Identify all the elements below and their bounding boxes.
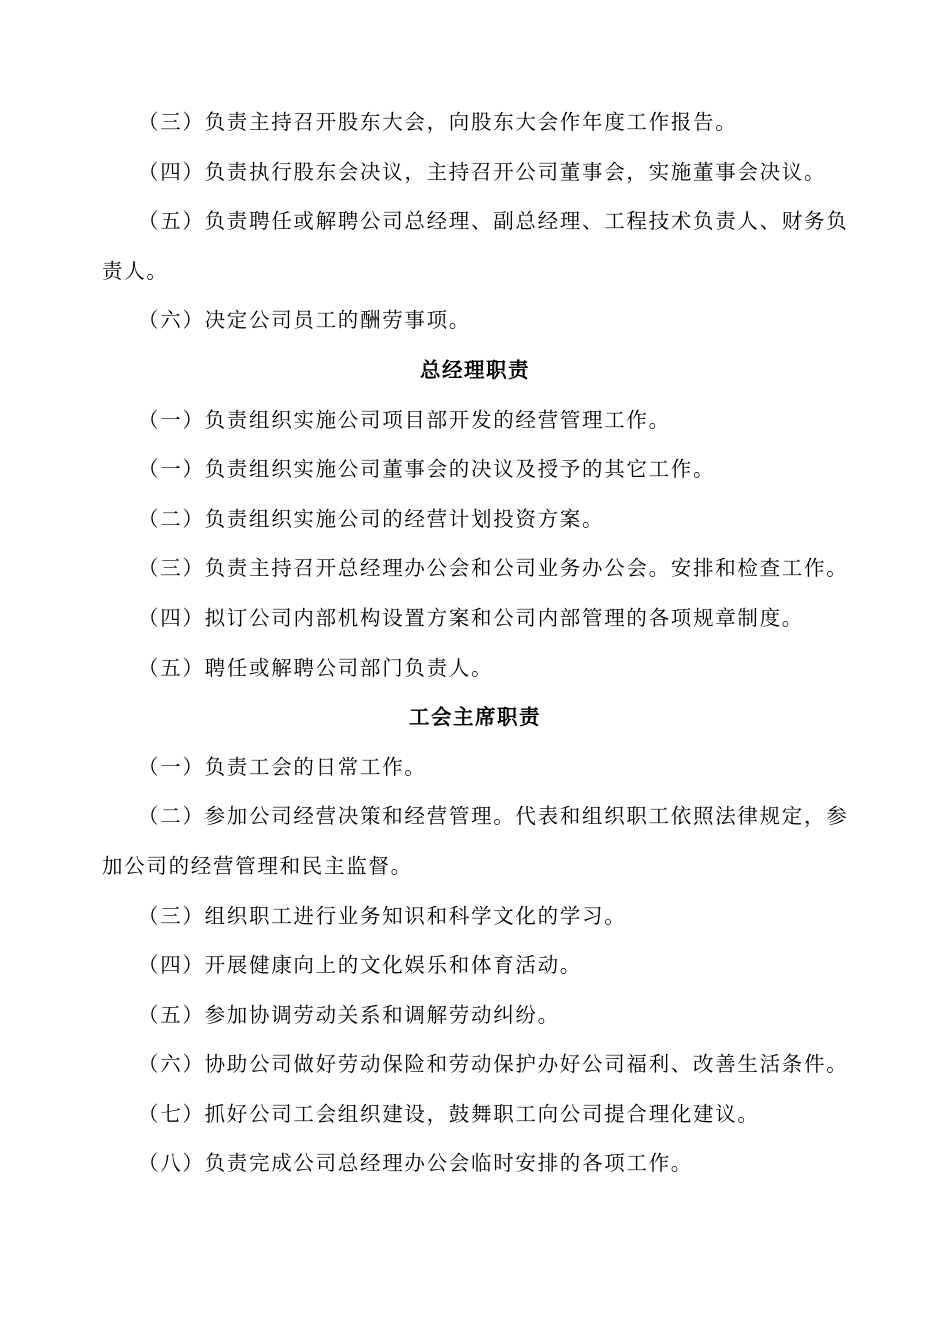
paragraph-continuation-line: 责人。 xyxy=(102,258,169,283)
document-body xyxy=(102,98,848,1189)
paragraph-line: （七）抓好公司工会组织建设，鼓舞职工向公司提合理化建议。 xyxy=(138,1101,760,1126)
paragraph-line: （五）负责聘任或解聘公司总经理、副总经理、工程技术负责人、财务负 xyxy=(138,209,849,234)
paragraph-line: （六）决定公司员工的酬劳事项。 xyxy=(138,308,471,333)
paragraph-line: （三）负责主持召开总经理办公会和公司业务办公会。安排和检查工作。 xyxy=(138,556,849,581)
paragraph-line: （一）负责组织实施公司项目部开发的经营管理工作。 xyxy=(138,407,671,432)
paragraph-line: （一）负责组织实施公司董事会的决议及授予的其它工作。 xyxy=(138,457,716,482)
paragraph-line: （三）负责主持召开股东大会，向股东大会作年度工作报告。 xyxy=(138,110,738,134)
paragraph-line: （一）负责工会的日常工作。 xyxy=(138,754,427,779)
section-heading-union-chairman: 工会主席职责 xyxy=(409,705,541,730)
paragraph-line: （五）参加协调劳动关系和调解劳动纠纷。 xyxy=(138,1002,560,1027)
paragraph-continuation-line: 加公司的经营管理和民主监督。 xyxy=(102,853,413,878)
paragraph-line: （三）组织职工进行业务知识和科学文化的学习。 xyxy=(138,903,627,928)
paragraph-line: （八）负责完成公司总经理办公会临时安排的各项工作。 xyxy=(138,1151,693,1176)
paragraph-line: （四）拟订公司内部机构设置方案和公司内部管理的各项规章制度。 xyxy=(138,605,804,630)
paragraph-line: （四）负责执行股东会决议，主持召开公司董事会，实施董事会决议。 xyxy=(138,159,827,184)
paragraph-line: （六）协助公司做好劳动保险和劳动保护办好公司福利、改善生活条件。 xyxy=(138,1052,849,1077)
paragraph-line: （五）聘任或解聘公司部门负责人。 xyxy=(138,655,494,680)
section-heading-general-manager: 总经理职责 xyxy=(420,357,530,382)
paragraph-line: （二）负责组织实施公司的经营计划投资方案。 xyxy=(138,506,605,531)
paragraph-line: （四）开展健康向上的文化娱乐和体育活动。 xyxy=(138,953,582,978)
paragraph-line: （二）参加公司经营决策和经营管理。代表和组织职工依照法律规定，参 xyxy=(138,804,849,829)
